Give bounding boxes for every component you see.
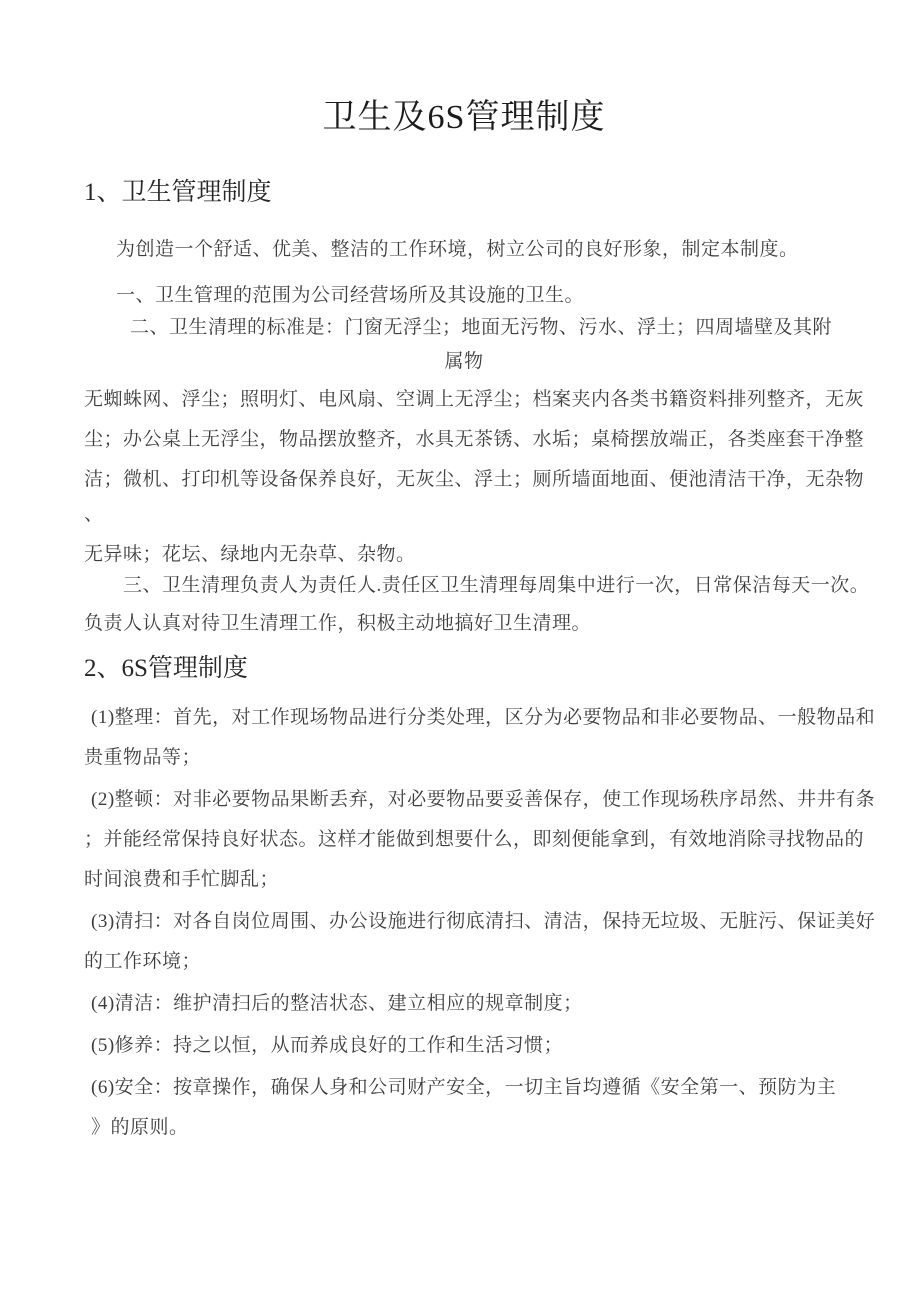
6s-item-4 [84,984,844,1024]
section-2-heading: 2、6S管理制度 [84,655,248,682]
rule-3-line-1: 三、卫生清理负责人为责任人.责任区卫生清理每周集中进行一次，日常保洁每天一次。 [123,575,870,596]
text-line: (4)清洁：维护清扫后的整洁状态、建立相应的规章制度； [91,993,583,1014]
text-line: (2)整顿：对非必要物品果断丢弃，对必要物品要妥善保存，使工作现场秩序昂然、井井有条 [91,789,876,810]
rule-2-line-6: 、 [84,504,104,525]
rule-2-line-3: 无蜘蛛网、浮尘；照明灯、电风扇、空调上无浮尘；档案夹内各类书籍资料排列整齐，无灰 [84,389,865,410]
text-line: ；并能经常保持良好状态。这样才能做到想要什么，即刻便能拿到，有效地消除寻找物品的 [84,829,865,850]
text-line: (6)安全：按章操作，确保人身和公司财产安全，一切主旨均遵循《安全第一、预防为主 [91,1077,837,1098]
rule-1-line: 一、卫生管理的范围为公司经营场所及其设施的卫生。 [116,285,585,306]
text-line: (5)修养：持之以恒，从而养成良好的工作和生活习惯； [91,1035,564,1056]
intro-paragraph: 为创造一个舒适、优美、整洁的工作环境，树立公司的良好形象，制定本制度。 [116,239,799,260]
rule-2-line-1: 二、卫生清理的标准是：门窗无浮尘；地面无污物、污水、浮土；四周墙壁及其附 [130,317,833,338]
text-line: 》的原则。 [91,1117,189,1138]
text-line: 时间浪费和手忙脚乱； [84,869,280,890]
text-line: (3)清扫：对各自岗位周围、办公设施进行彻底清扫、清洁，保持无垃圾、无脏污、保证美好 [91,911,876,932]
text-line: (1)整理：首先，对工作现场物品进行分类处理，区分为必要物品和非必要物品、一般物品和 [91,707,876,728]
6s-item-3 [84,902,876,982]
text-line: 的工作环境； [84,951,202,972]
rule-3-line-2: 负责人认真对待卫生清理工作，积极主动地搞好卫生清理。 [84,613,592,634]
rule-2-line-2-centered: 属物 [444,351,484,372]
text-line: 贵重物品等； [84,747,202,768]
rule-2-line-5: 洁；微机、打印机等设备保养良好，无灰尘、浮土；厕所墙面地面、便池清洁干净，无杂物 [84,469,865,490]
6s-item-6 [84,1068,844,1148]
document-title: 卫生及6S管理制度 [322,99,606,136]
rule-2-line-7: 无异味；花坛、绿地内无杂草、杂物。 [84,544,416,565]
6s-item-2 [84,780,876,900]
section-1-heading: 1、卫生管理制度 [84,179,272,206]
6s-item-1 [84,698,876,778]
rule-2-line-4: 尘；办公桌上无浮尘，物品摆放整齐，水具无茶锈、水垢；桌椅摆放端正，各类座套干净整 [84,429,865,450]
6s-item-5 [84,1026,844,1066]
